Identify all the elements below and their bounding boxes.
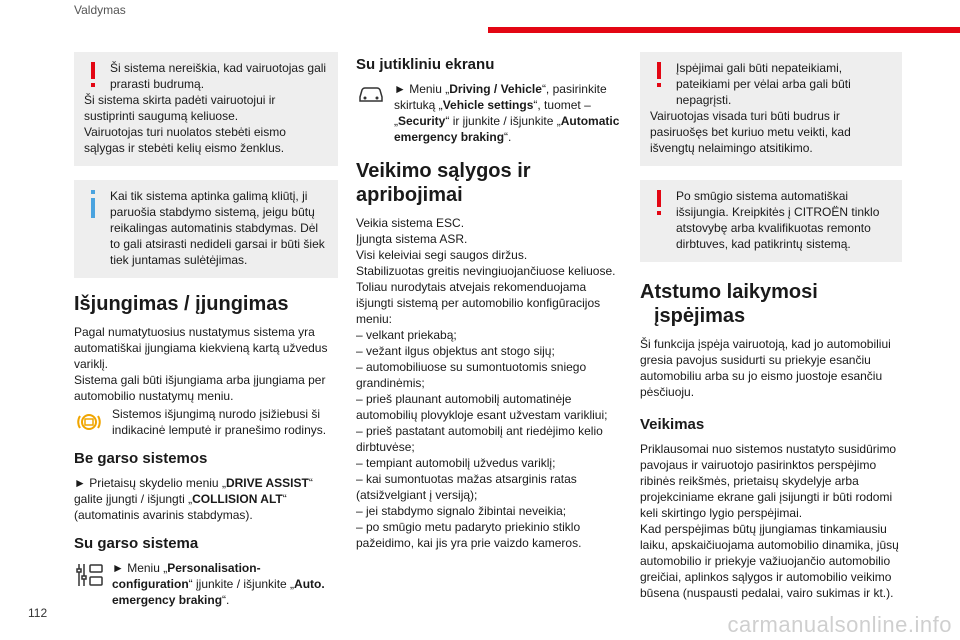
- section-heading-onoff: Išjungimas / įjungimas: [74, 293, 289, 315]
- list-item: – velkant priekabą;: [356, 328, 457, 342]
- paragraph: Įjungta sistema ASR.: [356, 232, 468, 246]
- warning-exclamation-icon: [88, 62, 98, 92]
- list-item: – automobiliuose su sumontuotomis sniego grandinėmis;: [356, 360, 587, 390]
- header-red-bar: [488, 27, 960, 33]
- list-item: – prieš pastatant automobilį ant riedėjimo kelio dirbtuvėse;: [356, 424, 603, 454]
- paragraph: Visi keleiviai segi saugos diržus.: [356, 248, 528, 262]
- list-item: – jei stabdymo signalo žibintai neveikia;: [356, 504, 567, 518]
- section-heading-conditions: Veikimo sąlygos ir apribojimai: [356, 160, 531, 206]
- warning-exclamation-icon: [654, 62, 664, 92]
- note-text: Kai tik sistema aptinka galimą kliūtį, ji paruošia stabdymo sistemą, jeigu būtų reikalingas automatinis stabdymas. Dėl to gali atsirasti nedideli garsai ir būti šiek tiek juntamas sulėtėjimas.: [110, 189, 325, 267]
- note-text: Įspėjimai gali būti nepateikiami, pateikiami per vėlai arba gali būti nepagrįsti.: [676, 61, 851, 107]
- paragraph: Pagal numatytuosius nustatymus sistema yra automatiškai įjungiama kiekvieną kartą užvedus variklį.: [74, 325, 328, 371]
- car-icon: [356, 81, 390, 113]
- list-item: – po smūgio metu padaryto priekinio stiklo pažeidimo, kai jis yra prie vaizdo kameros.: [356, 520, 582, 550]
- touchscreen-row: [356, 81, 622, 145]
- column-3: [640, 52, 902, 601]
- sound-text: ► Meniu „Personalisation-configuration“ įjunkite / išjunkite „Auto. emergency braking“.: [112, 561, 325, 607]
- warning-note-3: [640, 180, 902, 262]
- paragraph: Veikia sistema ESC.: [356, 216, 465, 230]
- paragraph: Ši funkcija įspėja vairuotoją, kad jo automobiliui gresia pavojus susidurti su priekyje esančiu automobiliu arba su jo eismo juostoje esančiu pėsčiuoju.: [640, 337, 891, 399]
- subheading-operation: Veikimas: [640, 416, 705, 433]
- info-note-1: [74, 180, 338, 278]
- indicator-text: Sistemos išjungimą nurodo įsižiebusi ši indikacinė lemputė ir pranešimo rodinys.: [112, 407, 327, 437]
- note-text: Ši sistema skirta padėti vairuotojui ir sustiprinti saugumą keliuose.: [84, 93, 276, 123]
- sound-system-row: [74, 560, 338, 608]
- paragraph: Toliau nurodytais atvejais rekomenduojama išjungti sistemą per automobilio konfigūracijos meniu:: [356, 280, 601, 326]
- paragraph: Sistema gali būti išjungiama arba įjungiama per automobilio nustatymų meniu.: [74, 373, 326, 403]
- list-item: – tempiant automobilį užvedus variklį;: [356, 456, 556, 470]
- column-1: [74, 52, 338, 610]
- running-header: Valdymas: [74, 3, 126, 17]
- note-text: Vairuotojas turi nuolatos stebėti eismo sąlygas ir stebėti kelių eismo ženklus.: [84, 125, 286, 155]
- note-text: Po smūgio sistema automatiškai išsijungia. Kreipkitės į CITROËN tinklo atstovybę arba kvalifikuotas remonto dirbtuves, kad patikrintų sistemą.: [676, 189, 880, 251]
- column-2: [356, 52, 622, 551]
- subheading-sound: Su garso sistema: [74, 535, 199, 552]
- list-item: – vežant ilgus objektus ant stogo sijų;: [356, 344, 555, 358]
- paragraph: Priklausomai nuo sistemos nustatyto susidūrimo pavojaus ir vairuotojo pasirinktos perspėjimo ribinės reikšmės, prietaisų skydelyje arba projekciniame ekrane gali įsijungti ir būti rodomi keli skirtingo lygio perspėjimai.: [640, 442, 897, 520]
- watermark: carmanualsonline.info: [727, 612, 952, 637]
- subheading-no-sound: Be garso sistemos: [74, 450, 208, 467]
- warning-note-2: [640, 52, 902, 166]
- paragraph: Stabilizuotas greitis nevingiuojančiuose keliuose.: [356, 264, 616, 278]
- brake-warning-lamp-icon: [74, 406, 108, 438]
- info-i-icon: [88, 190, 98, 220]
- subheading-touchscreen: Su jutikliniu ekranu: [356, 56, 495, 73]
- warning-note-1: [74, 52, 338, 166]
- section-heading-distance: Atstumo laikymosi įspėjimas: [640, 281, 818, 327]
- note-text: Vairuotojas visada turi būti budrus ir pasiruošęs bet kuriuo metu veikti, kad išvengtų nelaimingo atsitikimo.: [650, 109, 851, 155]
- list-item: – kai sumontuotas mažas atsarginis ratas (atsižvelgiant į versiją);: [356, 472, 577, 502]
- paragraph: ► Prietaisų skydelio meniu „DRIVE ASSIST“ galite įjungti / išjungti „COLLISION ALT“ (automatinis avarinis stabdymas).: [74, 476, 313, 522]
- settings-sliders-icon: [74, 560, 108, 592]
- warning-exclamation-icon: [654, 190, 664, 220]
- page-number: 112: [28, 606, 48, 620]
- note-text: Ši sistema nereiškia, kad vairuotojas gali prarasti budrumą.: [110, 61, 327, 91]
- paragraph: Kad perspėjimas būtų įjungiamas tinkamiausiu laiku, apskaičiuojama automobilio dinamika, jūsų automobilio ir priekyje važiuojančio automobilio greičiai, aplinkos sąlygos ir automobilio veikimo būsena (nuspausti pedalai, vairo sukimas ir kt.).: [640, 522, 899, 600]
- indicator-row: [74, 406, 338, 438]
- touchscreen-text: ► Meniu „Driving / Vehicle“, pasirinkite skirtuką „Vehicle settings“, tuomet – „Security“ ir įjunkite / išjunkite „Automatic emergency braking“.: [394, 82, 620, 144]
- list-item: – prieš plaunant automobilį automatinėje automobilių plovykloje esant užvestam varikliui;: [356, 392, 608, 422]
